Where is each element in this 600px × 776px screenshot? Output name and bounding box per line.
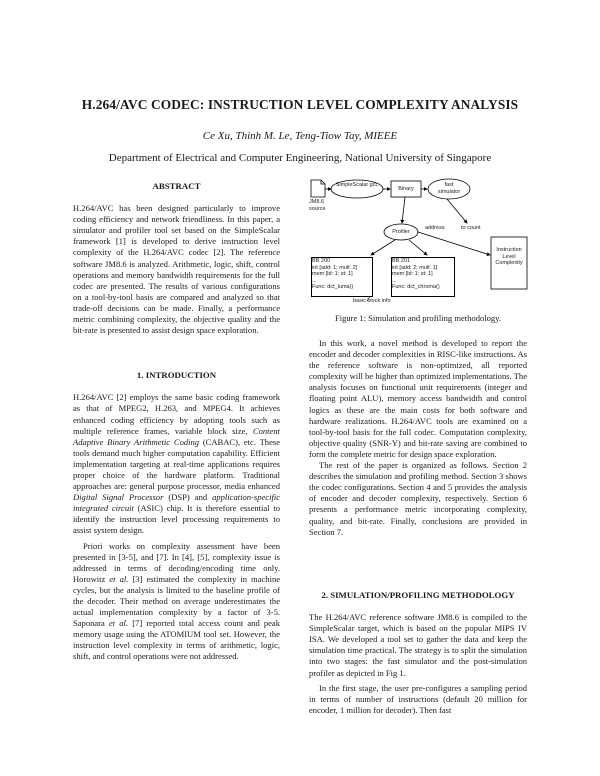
section-2-paragraph-2: In the first stage, the user pre-configures a sampling period in terms of number of instructions (default 20 million for encoder, 1 million for decoder). Then fast bbox=[309, 682, 527, 715]
section-2 bbox=[309, 590, 527, 716]
paper-affiliation: Department of Electrical and Computer Engineering, National University of Singapore bbox=[108, 152, 492, 164]
paper-title: H.264/AVC CODEC: INSTRUCTION LEVEL COMPLEXITY ANALYSIS bbox=[81, 97, 519, 112]
figure-caption: Figure 1: Simulation and profiling methodology. bbox=[334, 313, 502, 323]
left-column bbox=[73, 181, 280, 663]
source-file-icon bbox=[311, 180, 325, 197]
ilc-label: Instruction Level Complexity bbox=[495, 247, 523, 266]
intro-paragraph-1: H.264/AVC [2] employs the same basic coding framework as that of MPEG2, H.263, and MPEG4. It achieves enhanced coding efficiency by adopting tools such as multiple reference frames, variable block size, Content Adaptive Binary Arithmetic Coding (CABAC), etc. These tools demand much higher computation capability. Efficient implementation targeting at real-time applications requires proper choice of the hardware platform. Traditional approaches are: general purpose processor, media enhanced Digital Signal Processor (DSP) and application-specific integrated circuit (ASIC) chip. It is therefore essential to identify the instruction level processing requirements to assist system design. bbox=[73, 392, 280, 536]
fast-simulator-label: fast simulator bbox=[437, 182, 461, 195]
basic-block-200: BB 200 int [add: 1; mult: 2] mem [ld: 1; st: 1] ... Func: dct_luma() bbox=[311, 257, 373, 297]
right-paragraph-2: The rest of the paper is organized as follows. Section 2 describes the simulation and profiling method. Section 3 shows the codec configurations. Section 4 and 5 provides the analysis of encoder and decoder complexity, respectively. Section 6 presents a performance metric incorporating complexity, quality, and bit-rate. Finally, conclusions are provided in Section 7. bbox=[309, 460, 527, 537]
to-count-label: to count bbox=[461, 225, 481, 231]
address-label: address bbox=[425, 225, 445, 231]
right-paragraph-1: In this work, a novel method is developed to report the encoder and decoder complexities in RISC-like instructions. As the reference software is non-optimized, all reported complexity will be higher than optimized implementations. The analysis focuses on functional unit requirements (integer and floating point ALU), memory access bandwidth and control logics as these are the main costs for both software and hardware realizations. H.264/AVC tools are examined on a tool-by-tool basis for the full codec. Computation complexity, objective quality (SNR-Y) and bit-rate saving are combined to form the complete metric for design space exploration. bbox=[309, 338, 527, 459]
profiler-label: Profiler bbox=[392, 229, 410, 235]
section-2-heading: 2. SIMULATION/PROFILING METHODOLOGY bbox=[321, 590, 515, 600]
figure-1 bbox=[309, 175, 529, 307]
basic-block-info-label: basic block info bbox=[353, 298, 391, 304]
section-2-paragraph-1: The H.264/AVC reference software JM8.6 is compiled to the SimpleScalar target, which is based on the popular MIPS IV ISA. We developed a tool set to gather the data and keep the simulation time practical. The strategy is to split the simulation into two stages: the fast simulator and the post-simulation profiler as depicted in Fig 1. bbox=[309, 612, 527, 678]
abstract-heading: ABSTRACT bbox=[152, 181, 201, 191]
paper-authors: Ce Xu, Thinh M. Le, Teng-Tiow Tay, MIEEE bbox=[202, 130, 398, 142]
jm86-source-label: JM8.6 source bbox=[309, 199, 326, 212]
binary-label: Binary bbox=[398, 186, 414, 192]
simplescalar-gcc-label: SimpleScalar gcc bbox=[335, 182, 379, 188]
intro-heading: 1. INTRODUCTION bbox=[136, 370, 217, 381]
right-top-text bbox=[309, 338, 527, 538]
intro-paragraph-2: Priori works on complexity assessment have been presented in [3-5], and [7]. In [4], [5], complexity issue is addressed in terms of decoding/encoding time only. Horowitz et al. [3] estimated the complexity in machine cycles, but the analysis is limited to the baseline profile of the decoder. Their method on average underestimates the actual implementation complexity by a factor of 3-5. Saponara et al. [7] reported total access count and peak memory usage using the ATOMIUM tool set. However, the instruction level complexity in terms of arithmetic, logic, shift, and control operations were not addressed. bbox=[73, 540, 281, 662]
abstract-text: H.264/AVC has been designed particularly to improve coding efficiency and network friendliness. In this paper, a simulator and profiler tool set based on the SimpleScalar framework [1] is developed to derive instruction level complexity of the H.264/AVC codec [2]. The reference software JM8.6 is analyzed. Arithmetic, logic, shift, control operations and memory bandwidth requirements for the full codec are presented. The results of various configurations on a tool-by-tool basis are compared and analyzed so that trade-off decisions can be made. Finally, a performance metric combining complexity, the objective quality and the bit-rate is presented to assist design space exploration. bbox=[73, 203, 280, 336]
basic-block-201: BB 201 int [add: 2; mult: 1] mem [ld: 1; st: 1] ... Func: dct_chroma() bbox=[391, 257, 455, 297]
